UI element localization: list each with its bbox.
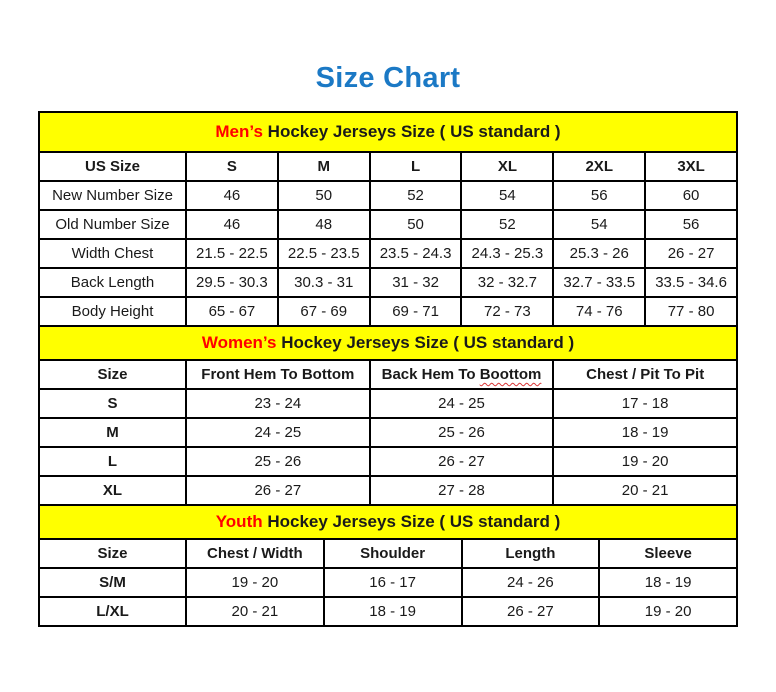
row-label: Body Height — [39, 297, 186, 326]
back-hem-misspelled-word: Boottom — [479, 366, 542, 383]
row-label: Back Length — [39, 268, 186, 297]
row-back-length — [39, 268, 737, 297]
mens-column-header-row — [39, 152, 737, 181]
mens-section-title: Hockey Jerseys Size ( US standard ) — [267, 122, 561, 141]
cell: 32 - 32.7 — [461, 268, 553, 297]
column-header-l: L — [370, 152, 462, 181]
row-new-number-size — [39, 181, 737, 210]
row-womens-m — [39, 418, 737, 447]
cell: 46 — [186, 181, 278, 210]
cell: 26 - 27 — [186, 476, 370, 505]
column-header-chest-pit: Chest / Pit To Pit — [553, 360, 737, 389]
row-youth-sm — [39, 568, 737, 597]
mens-size-table — [38, 111, 738, 327]
row-label: L/XL — [39, 597, 186, 626]
cell: 18 - 19 — [324, 597, 462, 626]
youth-section-highlight: Youth — [215, 512, 263, 531]
cell: 77 - 80 — [645, 297, 737, 326]
cell: 18 - 19 — [553, 418, 737, 447]
youth-section-header-row — [39, 505, 737, 539]
row-label: XL — [39, 476, 186, 505]
womens-section-highlight: Women’s — [201, 333, 277, 352]
womens-column-header-row — [39, 360, 737, 389]
column-header-back-hem — [370, 360, 554, 389]
column-header-sleeve: Sleeve — [599, 539, 737, 568]
cell: 25.3 - 26 — [553, 239, 645, 268]
cell: 52 — [461, 210, 553, 239]
womens-section-title: Hockey Jerseys Size ( US standard ) — [281, 333, 575, 352]
cell: 30.3 - 31 — [278, 268, 370, 297]
row-label: Width Chest — [39, 239, 186, 268]
cell: 25 - 26 — [186, 447, 370, 476]
cell: 24 - 25 — [370, 389, 554, 418]
cell: 56 — [553, 181, 645, 210]
cell: 20 - 21 — [553, 476, 737, 505]
cell: 24 - 26 — [462, 568, 600, 597]
cell: 52 — [370, 181, 462, 210]
cell: 65 - 67 — [186, 297, 278, 326]
cell: 50 — [370, 210, 462, 239]
youth-section-title: Hockey Jerseys Size ( US standard ) — [267, 512, 561, 531]
youth-size-table — [38, 504, 738, 627]
row-label: S/M — [39, 568, 186, 597]
cell: 72 - 73 — [461, 297, 553, 326]
cell: 26 - 27 — [462, 597, 600, 626]
youth-section-header — [39, 505, 737, 539]
column-header-s: S — [186, 152, 278, 181]
column-header-xl: XL — [461, 152, 553, 181]
page-title: Size Chart — [315, 62, 461, 94]
row-label: Old Number Size — [39, 210, 186, 239]
cell: 50 — [278, 181, 370, 210]
size-chart — [38, 111, 738, 627]
column-header-size: Size — [39, 539, 186, 568]
column-header-chest-width: Chest / Width — [186, 539, 324, 568]
row-label: L — [39, 447, 186, 476]
column-header-m: M — [278, 152, 370, 181]
mens-section-header — [39, 112, 737, 152]
cell: 18 - 19 — [599, 568, 737, 597]
cell: 24.3 - 25.3 — [461, 239, 553, 268]
cell: 46 — [186, 210, 278, 239]
womens-section-header-row — [39, 326, 737, 360]
row-body-height — [39, 297, 737, 326]
cell: 26 - 27 — [370, 447, 554, 476]
cell: 21.5 - 22.5 — [186, 239, 278, 268]
cell: 27 - 28 — [370, 476, 554, 505]
cell: 23 - 24 — [186, 389, 370, 418]
column-header-us-size: US Size — [39, 152, 186, 181]
cell: 17 - 18 — [553, 389, 737, 418]
cell: 74 - 76 — [553, 297, 645, 326]
cell: 24 - 25 — [186, 418, 370, 447]
cell: 25 - 26 — [370, 418, 554, 447]
row-label: S — [39, 389, 186, 418]
cell: 33.5 - 34.6 — [645, 268, 737, 297]
cell: 67 - 69 — [278, 297, 370, 326]
womens-size-table — [38, 325, 738, 506]
cell: 20 - 21 — [186, 597, 324, 626]
column-header-length: Length — [462, 539, 600, 568]
cell: 19 - 20 — [186, 568, 324, 597]
cell: 22.5 - 23.5 — [278, 239, 370, 268]
cell: 32.7 - 33.5 — [553, 268, 645, 297]
column-header-3xl: 3XL — [645, 152, 737, 181]
row-womens-s — [39, 389, 737, 418]
cell: 31 - 32 — [370, 268, 462, 297]
row-womens-xl — [39, 476, 737, 505]
youth-column-header-row — [39, 539, 737, 568]
column-header-front-hem: Front Hem To Bottom — [186, 360, 370, 389]
row-old-number-size — [39, 210, 737, 239]
cell: 54 — [553, 210, 645, 239]
mens-section-highlight: Men’s — [215, 122, 263, 141]
row-label: M — [39, 418, 186, 447]
cell: 56 — [645, 210, 737, 239]
cell: 16 - 17 — [324, 568, 462, 597]
mens-section-header-row — [39, 112, 737, 152]
row-youth-lxl — [39, 597, 737, 626]
row-womens-l — [39, 447, 737, 476]
cell: 19 - 20 — [599, 597, 737, 626]
cell: 69 - 71 — [370, 297, 462, 326]
column-header-2xl: 2XL — [553, 152, 645, 181]
cell: 48 — [278, 210, 370, 239]
cell: 23.5 - 24.3 — [370, 239, 462, 268]
column-header-shoulder: Shoulder — [324, 539, 462, 568]
cell: 60 — [645, 181, 737, 210]
column-header-size: Size — [39, 360, 186, 389]
cell: 54 — [461, 181, 553, 210]
row-width-chest — [39, 239, 737, 268]
row-label: New Number Size — [39, 181, 186, 210]
womens-section-header — [39, 326, 737, 360]
cell: 19 - 20 — [553, 447, 737, 476]
cell: 29.5 - 30.3 — [186, 268, 278, 297]
cell: 26 - 27 — [645, 239, 737, 268]
back-hem-prefix: Back Hem To — [381, 366, 476, 383]
